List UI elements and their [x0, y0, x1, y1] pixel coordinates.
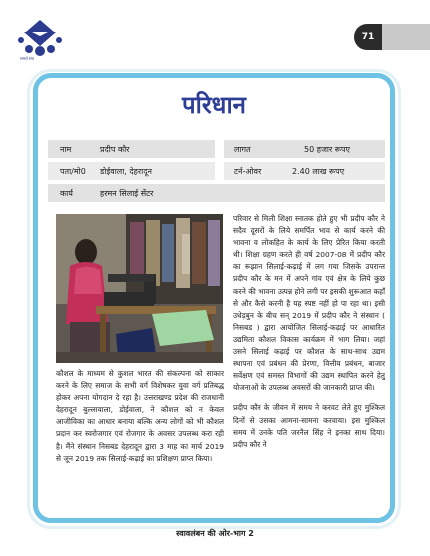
work-label: कार्य — [60, 189, 73, 198]
address-label: पता/मो0 — [60, 167, 86, 176]
logo-caption: समर्थ संघ — [20, 56, 34, 61]
photo-sewing-machine — [56, 214, 223, 363]
right-column-text — [233, 213, 385, 459]
work-value: हरमन सिलाई सेंटर — [100, 189, 154, 198]
page-footer: स्वावलंबन की ओर-भाग 2 — [176, 529, 254, 538]
turnover-label: टर्न-ओवर — [234, 167, 262, 176]
info-row-turnover — [224, 162, 385, 180]
cost-value: 50 हजार रूपए — [304, 145, 350, 154]
page-number-strip — [382, 24, 430, 50]
cost-label: लागत — [234, 145, 251, 154]
name-label: नाम — [60, 145, 72, 154]
page-title: परिधान — [182, 90, 246, 119]
left-column-text — [56, 368, 224, 473]
info-row-work — [48, 184, 385, 202]
info-row-address — [48, 162, 215, 180]
info-row-cost — [224, 140, 385, 158]
right-paragraph-1: परिवार से मिली शिक्षा स्नातक होते हुए भी प्रदीप कौर ने सदैव दूसरों के लिये समर्पित भाव से कार्य करने की भावना व लोकहित के कार्य के लिए प्रेरित किया करती थी। शिक्षा ग्रहण करते ही वर्ष 2007-08 में प्रदीप कौर का रूझान सिलाई-कढ़ाई में लग गया जिसके उपरान्त प्रदीप कौर के मन में अपने गांव एवं क्षेत्र के लिये कुछ करने की भावना उत्पन्न होने लगी पर इसकी शुरूआत कहाँ से और कैसे करनी है यह स्पष्ट नहीं हो पा रहा था। इसी उधेड़बुन के बीच सन् 2019 में प्रदीप कौर ने संस्थान ( निसबड ) द्वारा आयोजित सिलाई-कढ़ाई पर आधारित उद्यमिता कौशल विकास कार्यक्रम में भाग लिया। जहां उसने सिलाई कढ़ाई पर कौशल के साथ-साथ उद्यम स्थापना एवं प्रबंधन की प्रेरणा, वित्तीय प्रबंधन, बाजार सर्वेक्षण एवं समस्त विभागों की उद्यम स्थापित करने हेतु योजनाओं के उपलब्ध अवसरों की जानकारी प्राप्त की। — [233, 214, 385, 393]
info-row-name — [48, 140, 215, 158]
right-paragraph-2: प्रदीप कौर के जीवन में समय ने करवट लेते हुए मुश्किल दिनों से उसका आमना-सामना करवाया। इस मुश्किल समय में उनके पति जरनैल सिंह ने इनका साथ दिया। प्रदीप कौर ने — [233, 403, 385, 449]
name-value: प्रदीप कौर — [100, 145, 130, 154]
content-frame — [33, 73, 395, 523]
turnover-value: 2.40 लाख रूपए — [292, 167, 345, 176]
address-value: डोईवाला, देहरादून — [100, 167, 152, 176]
left-paragraph: कौशल के माध्यम से कुशल भारत की संकल्पना को साकार करने के लिए समाज के सभी वर्ग विशेषकर युवा वर्ग प्रतिबद्ध होकर अपना योगदान दे रहा है। उत्तराखण्ड प्रदेश की राजधानी देहरादून बुल्लावाला, डोईवाला, ने कौशल को न केवल आजीविका का आधार बनाया बल्कि अन्य लोगों को भी कौशल प्रदान कर स्वरोजगार एवं रोजगार के अवसर उपलब्ध करा रही है। मैंने संस्थान निसबड देहरादून द्वारा 3 माह का मार्च 2019 से जून 2019 तक सिलाई-कढ़ाई का प्रशिक्षण प्राप्त किया। — [56, 369, 224, 463]
page-number-badge: 71 — [354, 24, 382, 50]
